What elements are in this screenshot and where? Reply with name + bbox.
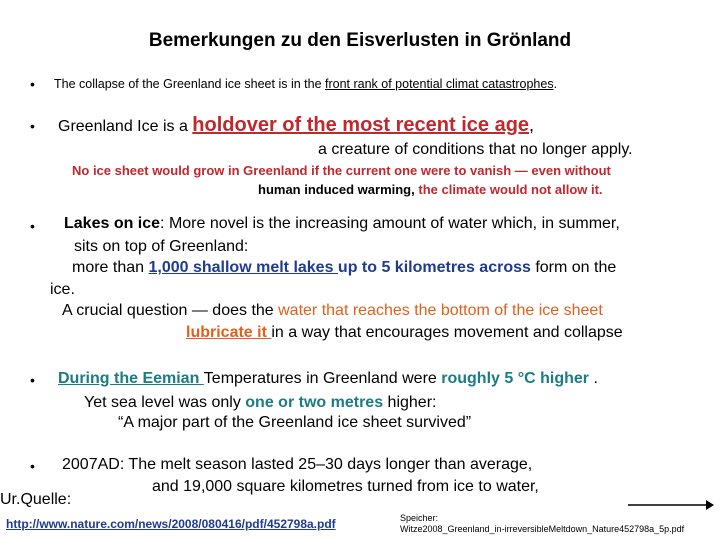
- source-label: Ur.Quelle:: [0, 491, 72, 508]
- bullet-4-marker: •: [30, 372, 35, 388]
- storage-label: Speicher:: [400, 513, 439, 523]
- bullet-5-line-2: and 19,000 square kilometres turned from ice to water,: [152, 478, 539, 495]
- page-title: Bemerkungen zu den Eisverlusten in Grönland: [148, 30, 572, 51]
- bullet-3-line-1-rest: : More novel is the increasing amount of water which, in summer,: [160, 215, 620, 232]
- note-line-1: No ice sheet would grow in Greenland if the current one were to vanish — even without: [72, 163, 611, 178]
- lubricate-link[interactable]: lubricate it: [186, 324, 272, 341]
- bullet-4-pre: Temperatures in Greenland were: [203, 370, 442, 387]
- bullet-5-marker: •: [30, 458, 35, 474]
- bullet-4-post: .: [589, 370, 598, 387]
- bullet-3-line-5: [62, 302, 603, 320]
- right-arrow-icon: [628, 498, 714, 512]
- ice-age-highlight: holdover of the most recent ice age: [192, 114, 530, 136]
- bullet-2-marker: •: [30, 118, 35, 134]
- bullet-1-text: [54, 77, 557, 91]
- bottom-water-phrase: water that reaches the bottom of the ice sheet: [278, 302, 603, 319]
- bullet-4-line-2-post: higher:: [383, 394, 437, 411]
- lakes-on-ice-lead: Lakes on ice: [64, 215, 161, 232]
- bullet-3-line-2: sits on top of Greenland:: [74, 238, 249, 255]
- note-line-2: [258, 182, 603, 197]
- bullet-4-line-1: [58, 370, 598, 388]
- source-url-link[interactable]: http://www.nature.com/news/2008/080416/pdf/452798a.pdf: [6, 517, 336, 531]
- bullet-4-line-2: [84, 394, 436, 412]
- bullet-3-line-3-pre: more than: [72, 259, 149, 276]
- climate-catastrophes-link[interactable]: front rank of potential climat catastrophes: [325, 77, 554, 91]
- bullet-4-line-3: “A major part of the Greenland ice sheet survived”: [118, 414, 472, 431]
- bullet-3-line-3-post: form on the: [530, 259, 617, 276]
- bullet-2-text: [58, 114, 534, 137]
- eemian-lead: During the Eemian: [58, 370, 204, 387]
- note-line-2b: the climate would not allow it.: [418, 182, 603, 197]
- temperature-highlight: roughly 5 °C higher: [441, 370, 589, 387]
- bullet-2-post: ,: [529, 115, 535, 135]
- bullet-3-line-6: [186, 324, 623, 342]
- lakes-size: up to 5 kilometres across: [337, 259, 531, 276]
- bullet-3-line-6-post: in a way that encourages movement and collapse: [271, 324, 623, 341]
- bullet-1-marker: •: [30, 76, 35, 92]
- bullet-3-line-3: [72, 259, 616, 277]
- note-line-2a: human induced warming,: [258, 182, 419, 197]
- bullet-3-marker: •: [30, 218, 35, 234]
- bullet-5-line-1: 2007AD: The melt season lasted 25–30 days longer than average,: [62, 456, 533, 473]
- bullet-3-line-1: [64, 215, 620, 233]
- bullet-4-line-2-pre: Yet sea level was only: [84, 394, 246, 411]
- storage-file: Witze2008_Greenland_in-irreversibleMeltdown_Nature452798a_5p.pdf: [400, 524, 685, 534]
- bullet-1-pre: The collapse of the Greenland ice sheet is in the: [54, 77, 325, 91]
- melt-lakes-link[interactable]: 1,000 shallow melt lakes: [148, 259, 338, 276]
- bullet-3-line-5-pre: A crucial question — does the: [62, 302, 279, 319]
- bullet-1-post: .: [553, 77, 558, 91]
- bullet-2-pre: Greenland Ice is a: [58, 118, 193, 135]
- bullet-3-line-4: ice.: [50, 281, 75, 298]
- sea-level-highlight: one or two metres: [245, 394, 384, 411]
- bullet-2-line2: a creature of conditions that no longer apply.: [318, 141, 633, 158]
